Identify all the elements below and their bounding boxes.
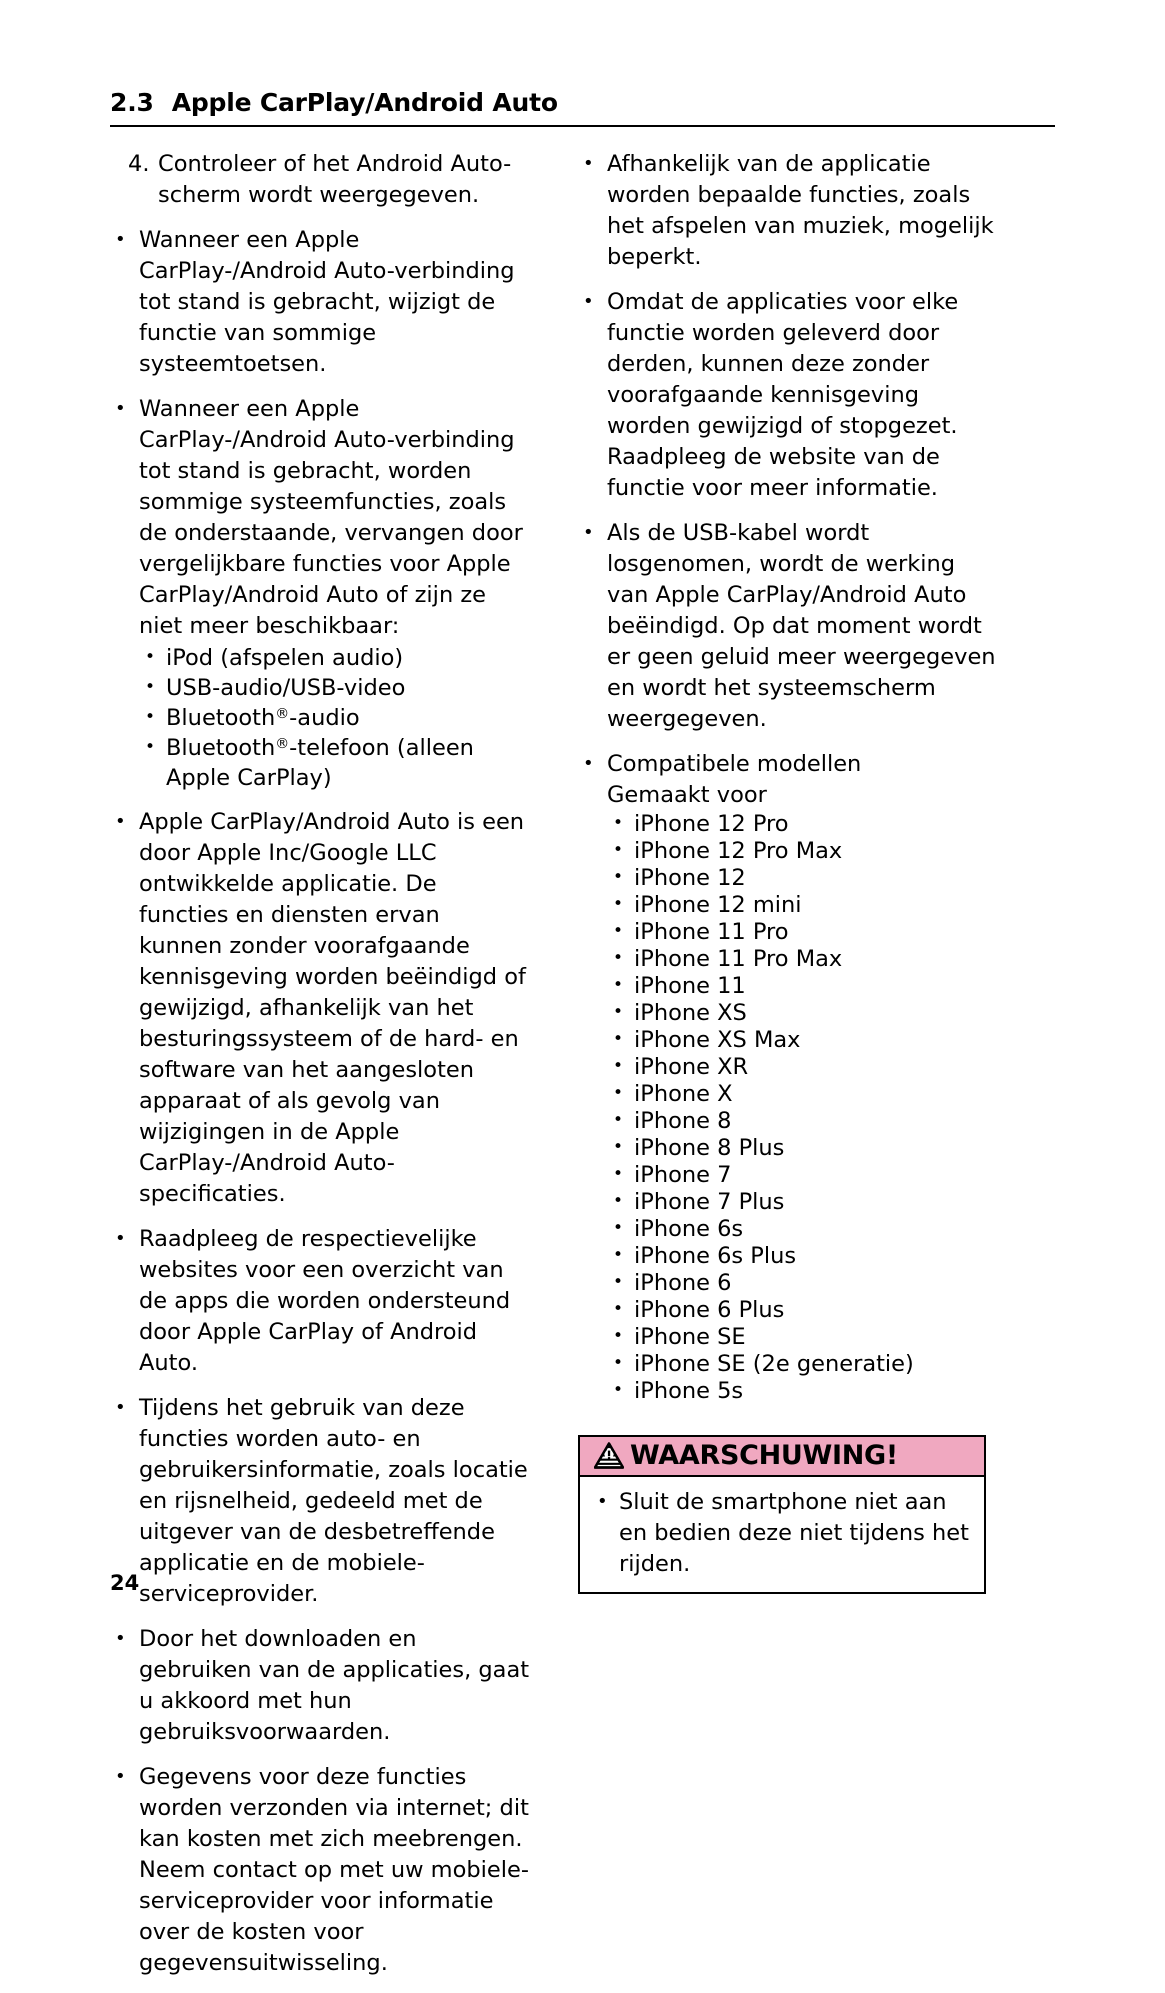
function-name: iPod (afspelen audio) [166, 645, 404, 671]
list-item [607, 1324, 998, 1351]
warning-box [578, 1435, 986, 1594]
list-item [607, 1162, 998, 1189]
list-item [110, 1224, 530, 1379]
numbered-step-list [110, 149, 530, 211]
bullet-text: Als de USB-kabel wordt losgenomen, wordt de werking van Apple CarPlay/Android Auto beëindigd. Op dat moment wordt er geen geluid meer weergegeven en wordt het systeemscherm weergegeven. [607, 520, 996, 732]
function-name-suffix: -telefoon (alleen Apple CarPlay) [166, 735, 474, 791]
warning-item-list [592, 1487, 972, 1580]
list-item [607, 865, 998, 892]
list-item [607, 1243, 998, 1270]
model-name: iPhone 7 Plus [634, 1189, 785, 1215]
list-item [607, 919, 998, 946]
list-item [607, 946, 998, 973]
list-item [607, 1351, 998, 1378]
iphone-model-list [607, 811, 998, 1405]
step-text: Controleer of het Android Auto-scherm wordt weergegeven. [158, 151, 512, 208]
left-bullet-list-continued [110, 807, 530, 1979]
bullet-text: Wanneer een Apple CarPlay-/Android Auto-verbinding tot stand is gebracht, worden sommige systeemfuncties, zoals de onderstaande, vervangen door vergelijkbare functies voor Apple CarPlay/Android Auto of zijn ze niet meer beschikbaar: [139, 396, 523, 639]
list-item [607, 1054, 998, 1081]
made-for-label: Gemaakt voor [607, 782, 767, 808]
step-number: 4. [128, 151, 150, 177]
bullet-text: Tijdens het gebruik van deze functies worden auto- en gebruikersinformatie, zoals locatie en rijsnelheid, gedeeld met de uitgever van de desbetreffende applicatie en de mobiele-serviceprovider. [139, 1395, 528, 1607]
list-item [110, 807, 530, 1210]
list-item [607, 1108, 998, 1135]
list-item [607, 1297, 998, 1324]
warning-body [580, 1477, 984, 1592]
model-name: iPhone 12 Pro Max [634, 838, 843, 864]
model-name: iPhone XR [634, 1054, 749, 1080]
right-column [578, 149, 998, 1594]
model-name: iPhone SE [634, 1324, 746, 1350]
list-item [578, 518, 998, 735]
model-name: iPhone 11 Pro [634, 919, 789, 945]
function-name-suffix: -audio [289, 705, 360, 731]
model-name: iPhone 8 Plus [634, 1135, 785, 1161]
warning-text: Sluit de smartphone niet aan en bedien deze niet tijdens het rijden. [619, 1489, 969, 1577]
list-item [607, 1081, 998, 1108]
model-name: iPhone 11 [634, 973, 746, 999]
list-item [607, 1189, 998, 1216]
list-item [607, 892, 998, 919]
list-item [607, 838, 998, 865]
list-item [110, 1762, 530, 1979]
bullet-text: Wanneer een Apple CarPlay-/Android Auto-verbinding tot stand is gebracht, wijzigt de functie van sommige systeemtoetsen. [139, 227, 515, 377]
warning-title: WAARSCHUWING! [630, 1440, 898, 1471]
list-item [110, 1393, 530, 1610]
list-item [139, 703, 530, 733]
registered-mark-icon: ® [275, 705, 290, 722]
list-item [110, 1624, 530, 1748]
model-name: iPhone 12 mini [634, 892, 802, 918]
bullet-text: Door het downloaden en gebruiken van de applicaties, gaat u akkoord met hun gebruiksvoorwaarden. [139, 1626, 530, 1745]
page-number: 24 [110, 1571, 140, 1595]
function-name: Bluetooth [166, 735, 276, 761]
two-column-body [110, 149, 1055, 1993]
list-item [578, 749, 998, 1405]
page-title: Apple CarPlay/Android Auto [171, 88, 558, 117]
list-item [110, 149, 530, 211]
list-item [607, 1270, 998, 1297]
header-divider [110, 125, 1055, 127]
warning-triangle-icon [594, 1442, 624, 1469]
list-item [607, 1378, 998, 1405]
registered-mark-icon: ® [275, 735, 290, 752]
list-item [139, 673, 530, 703]
compatible-models-heading: Compatibele modellen [607, 751, 862, 777]
list-item [139, 643, 530, 673]
model-name: iPhone 5s [634, 1378, 744, 1404]
list-item [110, 394, 530, 793]
list-item [578, 287, 998, 504]
section-number: 2.3 [110, 88, 154, 117]
function-name: USB-audio/USB-video [166, 675, 406, 701]
model-name: iPhone X [634, 1081, 733, 1107]
replaced-functions-list [139, 643, 530, 793]
model-name: iPhone 12 [634, 865, 746, 891]
list-item [607, 811, 998, 838]
model-name: iPhone XS [634, 1000, 747, 1026]
model-name: iPhone XS Max [634, 1027, 801, 1053]
left-column [110, 149, 530, 1993]
left-bullet-list [110, 225, 530, 793]
model-name: iPhone 11 Pro Max [634, 946, 843, 972]
bullet-text: Afhankelijk van de applicatie worden bepaalde functies, zoals het afspelen van muziek, mogelijk beperkt. [607, 151, 994, 270]
model-name: iPhone 12 Pro [634, 811, 789, 837]
bullet-text: Omdat de applicaties voor elke functie worden geleverd door derden, kunnen deze zonder voorafgaande kennisgeving worden gewijzigd of stopgezet. Raadpleeg de website van de functie voor meer informatie. [607, 289, 959, 501]
list-item [139, 733, 530, 793]
model-name: iPhone 8 [634, 1108, 732, 1134]
model-name: iPhone 6s Plus [634, 1243, 797, 1269]
list-item [578, 149, 998, 273]
warning-header [580, 1437, 984, 1477]
list-item [592, 1487, 972, 1580]
bullet-text: Apple CarPlay/Android Auto is een door Apple Inc/Google LLC ontwikkelde applicatie. De functies en diensten ervan kunnen zonder voorafgaande kennisgeving worden beëindigd of gewijzigd, afhankelijk van het besturingssysteem of de hard- en software van het aangesloten apparaat of als gevolg van wijzigingen in de Apple CarPlay-/Android Auto-specificaties. [139, 809, 526, 1207]
model-name: iPhone 7 [634, 1162, 732, 1188]
right-bullet-list [578, 149, 998, 1405]
list-item [607, 1000, 998, 1027]
list-item [607, 1216, 998, 1243]
model-name: iPhone 6s [634, 1216, 744, 1242]
list-item [607, 1135, 998, 1162]
model-name: iPhone 6 [634, 1270, 732, 1296]
model-name: iPhone 6 Plus [634, 1297, 785, 1323]
list-item [607, 973, 998, 1000]
list-item [110, 225, 530, 380]
model-name: iPhone SE (2e generatie) [634, 1351, 914, 1377]
bullet-text: Gegevens voor deze functies worden verzonden via internet; dit kan kosten met zich meebrengen. Neem contact op met uw mobiele-serviceprovider voor informatie over de kosten voor gegevensuitwisseling. [139, 1764, 529, 1976]
bullet-text: Raadpleeg de respectievelijke websites voor een overzicht van de apps die worden ondersteund door Apple CarPlay of Android Auto. [139, 1226, 511, 1376]
function-name: Bluetooth [166, 705, 276, 731]
page-header [110, 88, 1055, 125]
list-item [607, 1027, 998, 1054]
